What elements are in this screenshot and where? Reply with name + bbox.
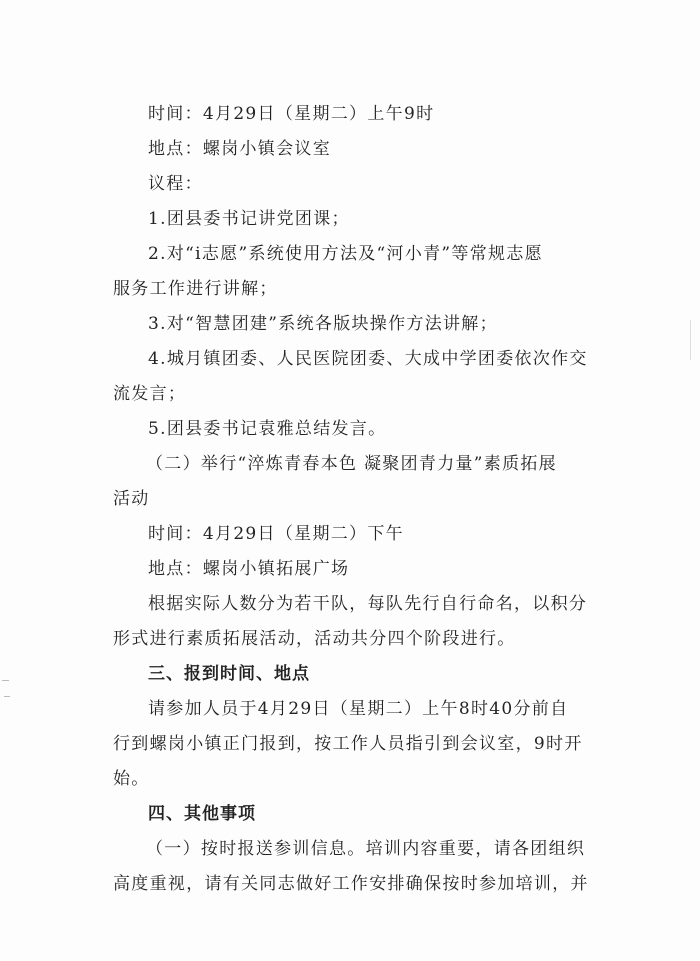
activity-time: 时间：4月29日（星期二）下午 [148,524,404,544]
section-heading-4: 四、其他事项 [148,804,256,824]
scan-mark [2,680,9,681]
registration-text-continued: 行到螺岗小镇正门报到，按工作人员指引到会议室，9时开 [113,734,583,754]
agenda-item-5: 5.团县委书记袁雅总结发言。 [148,419,387,439]
activity-description: 根据实际人数分为若干队，每队先行自行命名，以积分 [148,594,588,614]
subsection-heading-2-continued: 活动 [113,489,150,509]
meeting-time: 时间：4月29日（星期二）上午9时 [148,104,435,124]
activity-description-continued: 形式进行素质拓展活动，活动共分四个阶段进行。 [113,629,516,649]
meeting-location: 地点：螺岗小镇会议室 [148,139,331,159]
registration-text: 请参加人员于4月29日（星期二）上午8时40分前自 [148,699,569,719]
scan-mark [4,696,10,697]
agenda-item-4-continued: 流发言； [113,384,187,404]
agenda-item-4: 4.城月镇团委、人民医院团委、大成中学团委依次作交 [148,349,588,369]
other-matters-item-1-continued: 高度重视，请有关同志做好工作安排确保按时参加培训，并 [113,874,589,894]
activity-location: 地点：螺岗小镇拓展广场 [148,559,350,579]
agenda-item-1: 1.团县委书记讲党团课； [148,209,350,229]
section-heading-3: 三、报到时间、地点 [148,664,310,684]
scan-mark [690,320,691,360]
other-matters-item-1: （一）按时报送参训信息。培训内容重要，请各团组织 [146,839,586,859]
agenda-item-2-continued: 服务工作进行讲解； [113,279,278,299]
subsection-heading-2: （二）举行“淬炼青春本色 凝聚团青力量”素质拓展 [146,454,557,474]
agenda-item-2: 2.对“i志愿”系统使用方法及“河小青”等常规志愿 [148,244,543,264]
agenda-item-3: 3.对“智慧团建”系统各版块操作方法讲解； [148,314,498,334]
agenda-label: 议程： [148,174,203,194]
registration-text-end: 始。 [113,769,150,789]
